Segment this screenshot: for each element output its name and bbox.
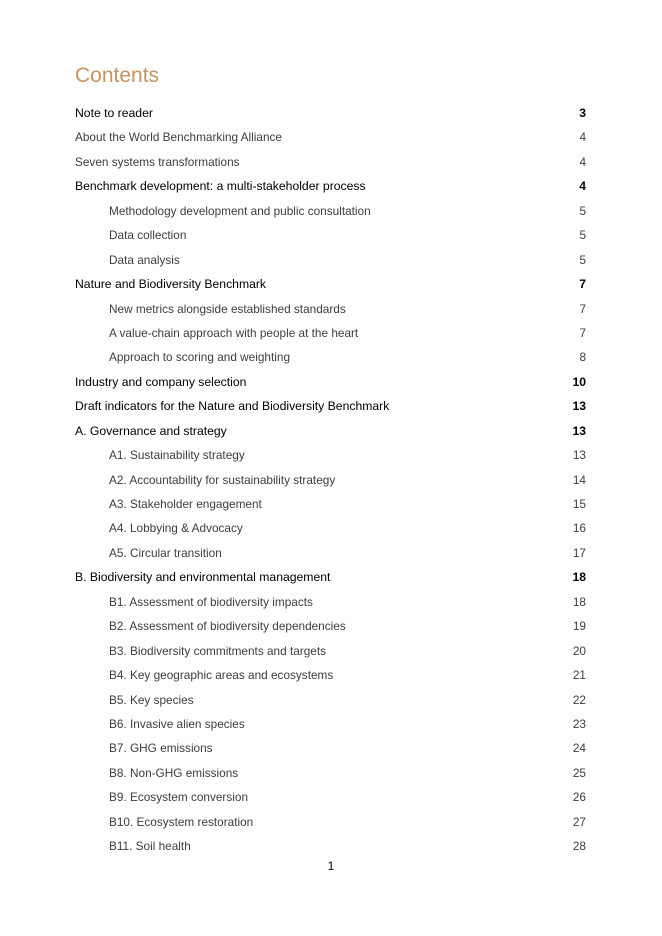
toc-entry-label: B7. GHG emissions xyxy=(109,741,213,756)
toc-entry[interactable] xyxy=(75,345,586,369)
toc-entry-label: B2. Assessment of biodiversity dependencies xyxy=(109,619,346,634)
toc-entry[interactable] xyxy=(75,810,586,834)
toc-entry-page: 7 xyxy=(579,301,586,316)
toc-entry-label: B4. Key geographic areas and ecosystems xyxy=(109,668,334,683)
toc-entry-label: Benchmark development: a multi-stakeholder process xyxy=(75,179,366,194)
page-title: Contents xyxy=(75,64,160,87)
toc-entry-label: B10. Ecosystem restoration xyxy=(109,814,254,829)
toc-entry[interactable] xyxy=(75,248,586,272)
toc-entry-page: 20 xyxy=(572,643,586,658)
toc-entry[interactable] xyxy=(75,639,586,663)
toc-entry[interactable] xyxy=(75,736,586,760)
toc-entry-label: About the World Benchmarking Alliance xyxy=(75,130,282,145)
toc-entry-page: 22 xyxy=(572,692,586,707)
toc-entry[interactable] xyxy=(75,394,586,418)
toc-entry-label: Note to reader xyxy=(75,106,153,120)
toc-entry-page: 5 xyxy=(579,228,586,243)
toc-entry-page: 15 xyxy=(572,497,586,511)
toc-entry-label: A4. Lobbying & Advocacy xyxy=(109,521,243,536)
toc-entry-label: New metrics alongside established standards xyxy=(109,301,346,316)
toc-entry-page: 23 xyxy=(572,716,586,731)
toc-entry[interactable] xyxy=(75,590,586,614)
toc-entry-label: Seven systems transformations xyxy=(75,154,240,169)
toc-entry-page: 3 xyxy=(579,106,586,120)
toc-entry-page: 18 xyxy=(572,570,586,585)
toc-entry-label: B5. Key species xyxy=(109,692,194,707)
table-of-contents xyxy=(75,101,586,859)
toc-entry-page: 5 xyxy=(579,203,586,218)
toc-entry-label: A3. Stakeholder engagement xyxy=(109,497,262,511)
toc-entry-label: Industry and company selection xyxy=(75,374,247,389)
toc-entry-page: 28 xyxy=(572,839,586,854)
toc-entry-label: Draft indicators for the Nature and Biodiversity Benchmark xyxy=(75,399,390,414)
toc-entry-label: A1. Sustainability strategy xyxy=(109,448,245,463)
toc-entry[interactable] xyxy=(75,712,586,736)
toc-entry-page: 4 xyxy=(579,179,586,194)
toc-entry-page: 27 xyxy=(572,814,586,829)
toc-entry-page: 10 xyxy=(572,374,586,389)
toc-entry-label: B6. Invasive alien species xyxy=(109,716,245,731)
toc-entry-label: A value-chain approach with people at the heart xyxy=(109,325,359,340)
toc-entry-page: 13 xyxy=(572,399,586,414)
toc-entry-label: A5. Circular transition xyxy=(109,545,222,560)
toc-entry-label: B9. Ecosystem conversion xyxy=(109,790,248,805)
toc-entry-page: 19 xyxy=(572,619,586,634)
toc-entry-label: Data analysis xyxy=(109,252,180,267)
toc-entry[interactable] xyxy=(75,419,586,443)
toc-entry-page: 13 xyxy=(572,448,586,463)
toc-entry-page: 21 xyxy=(572,668,586,683)
toc-entry[interactable] xyxy=(75,541,586,565)
toc-entry-label: A2. Accountability for sustainability strategy xyxy=(109,472,336,487)
toc-entry[interactable] xyxy=(75,370,586,394)
toc-entry-page: 7 xyxy=(579,325,586,340)
toc-entry[interactable] xyxy=(75,321,586,345)
toc-entry[interactable] xyxy=(75,663,586,687)
toc-entry[interactable] xyxy=(75,174,586,198)
toc-entry-page: 24 xyxy=(572,741,586,756)
toc-entry-page: 14 xyxy=(572,472,586,487)
toc-entry[interactable] xyxy=(75,125,586,149)
toc-entry[interactable] xyxy=(75,688,586,712)
toc-entry[interactable] xyxy=(75,614,586,638)
toc-entry-label: Methodology development and public consultation xyxy=(109,203,371,218)
toc-entry[interactable] xyxy=(75,834,586,858)
toc-entry-page: 13 xyxy=(572,423,586,438)
toc-entry[interactable] xyxy=(75,150,586,174)
toc-entry[interactable] xyxy=(75,516,586,540)
toc-entry[interactable] xyxy=(75,565,586,589)
toc-entry-page: 8 xyxy=(579,350,586,365)
toc-entry[interactable] xyxy=(75,468,586,492)
toc-entry-page: 25 xyxy=(572,765,586,780)
toc-entry-page: 4 xyxy=(579,154,586,169)
toc-entry[interactable] xyxy=(75,492,586,516)
toc-entry-label: B8. Non-GHG emissions xyxy=(109,765,239,780)
toc-entry[interactable] xyxy=(75,199,586,223)
toc-entry-label: Data collection xyxy=(109,228,187,243)
toc-entry-label: B3. Biodiversity commitments and targets xyxy=(109,643,327,658)
toc-entry-page: 5 xyxy=(579,252,586,267)
toc-entry-page: 18 xyxy=(572,594,586,609)
toc-entry[interactable] xyxy=(75,785,586,809)
toc-entry[interactable] xyxy=(75,101,586,125)
toc-entry-label: B11. Soil health xyxy=(109,839,191,854)
toc-entry-page: 17 xyxy=(572,545,586,560)
toc-entry[interactable] xyxy=(75,297,586,321)
toc-entry-label: B. Biodiversity and environmental management xyxy=(75,570,331,585)
toc-entry-page: 26 xyxy=(572,790,586,805)
toc-entry-label: B1. Assessment of biodiversity impacts xyxy=(109,594,313,609)
toc-entry-page: 4 xyxy=(579,130,586,145)
page-number: 1 xyxy=(327,859,335,873)
toc-entry-label: Nature and Biodiversity Benchmark xyxy=(75,277,267,292)
toc-entry-label: A. Governance and strategy xyxy=(75,423,227,438)
toc-entry-page: 16 xyxy=(572,521,586,536)
toc-entry[interactable] xyxy=(75,272,586,296)
toc-entry[interactable] xyxy=(75,443,586,467)
toc-entry[interactable] xyxy=(75,761,586,785)
toc-entry[interactable] xyxy=(75,223,586,247)
toc-entry-page: 7 xyxy=(579,277,586,292)
toc-entry-label: Approach to scoring and weighting xyxy=(109,350,291,365)
